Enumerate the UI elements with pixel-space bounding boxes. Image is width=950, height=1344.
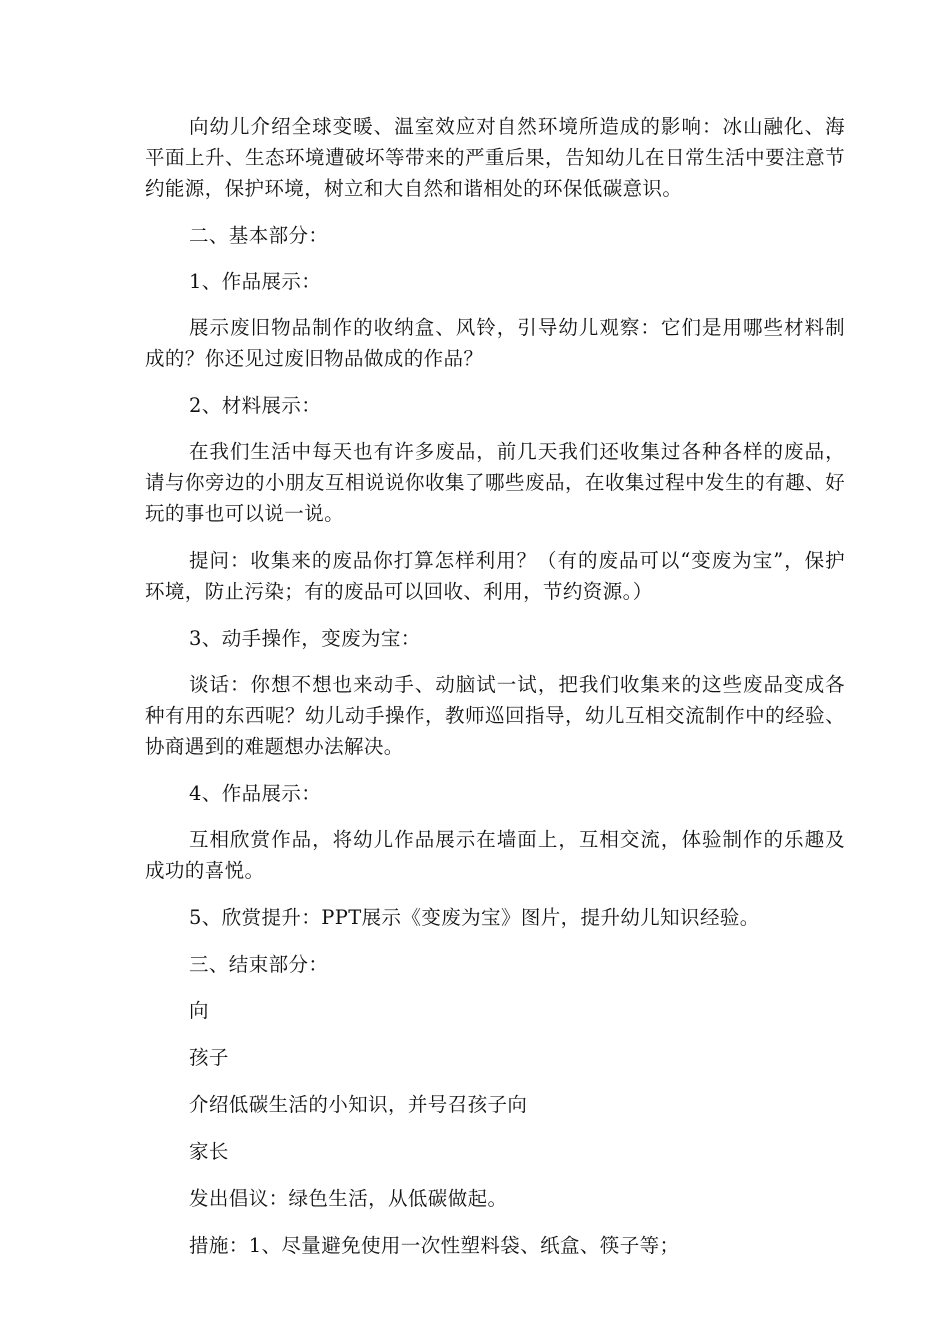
subheading-hands-on: 3、动手操作，变废为宝：	[189, 627, 421, 650]
subheading-work-display: 1、作品展示：	[189, 270, 322, 293]
paragraph-fragment-to: 向	[189, 999, 209, 1022]
paragraph-material-display: 在我们生活中每天也有许多废品，前几天我们还收集过各种各样的废品，请与你旁边的小朋友互相说说你收集了哪些废品，在收集过程中发生的有趣、好玩的事也可以说一说。	[145, 440, 845, 525]
paragraph-conversation: 谈话：你想不想也来动手、动脑试一试，把我们收集来的这些废品变成各种有用的东西呢？幼儿动手操作，教师巡回指导，幼儿互相交流制作中的经验、协商遇到的难题想办法解决。	[145, 673, 845, 758]
paragraph-intro: 向幼儿介绍全球变暖、温室效应对自然环境所造成的影响：冰山融化、海平面上升、生态环境遭破坏等带来的严重后果，告知幼儿在日常生活中要注意节约能源，保护环境，树立和大自然和谐相处的环保低碳意识。	[145, 115, 845, 200]
paragraph-fragment-parents: 家长	[189, 1140, 229, 1163]
paragraph-appreciation: 互相欣赏作品，将幼儿作品展示在墙面上，互相交流，体验制作的乐趣及成功的喜悦。	[145, 828, 845, 882]
paragraph-fragment-children: 孩子	[189, 1046, 229, 1069]
paragraph-measures: 措施：1、尽量避免使用一次性塑料袋、纸盒、筷子等；	[189, 1234, 680, 1257]
subheading-work-display-2: 4、作品展示：	[189, 782, 322, 805]
subheading-material-display: 2、材料展示：	[189, 394, 322, 417]
paragraph-low-carbon-knowledge: 介绍低碳生活的小知识，并号召孩子向	[189, 1093, 528, 1116]
paragraph-question: 提问：收集来的废品你打算怎样利用？（有的废品可以“变废为宝”，保护环境，防止污染；有的废品可以回收、利用，节约资源。）	[145, 549, 845, 603]
document-body	[145, 111, 845, 1277]
paragraph-proposal: 发出倡议：绿色生活，从低碳做起。	[189, 1187, 508, 1210]
paragraph-work-display: 展示废旧物品制作的收纳盒、风铃，引导幼儿观察：它们是用哪些材料制成的？你还见过废旧物品做成的作品？	[145, 316, 845, 370]
section-heading-basic: 二、基本部分：	[189, 224, 329, 247]
section-heading-ending: 三、结束部分：	[189, 953, 329, 976]
paragraph-ppt: 5、欣赏提升：PPT展示《变废为宝》图片，提升幼儿知识经验。	[189, 906, 760, 929]
